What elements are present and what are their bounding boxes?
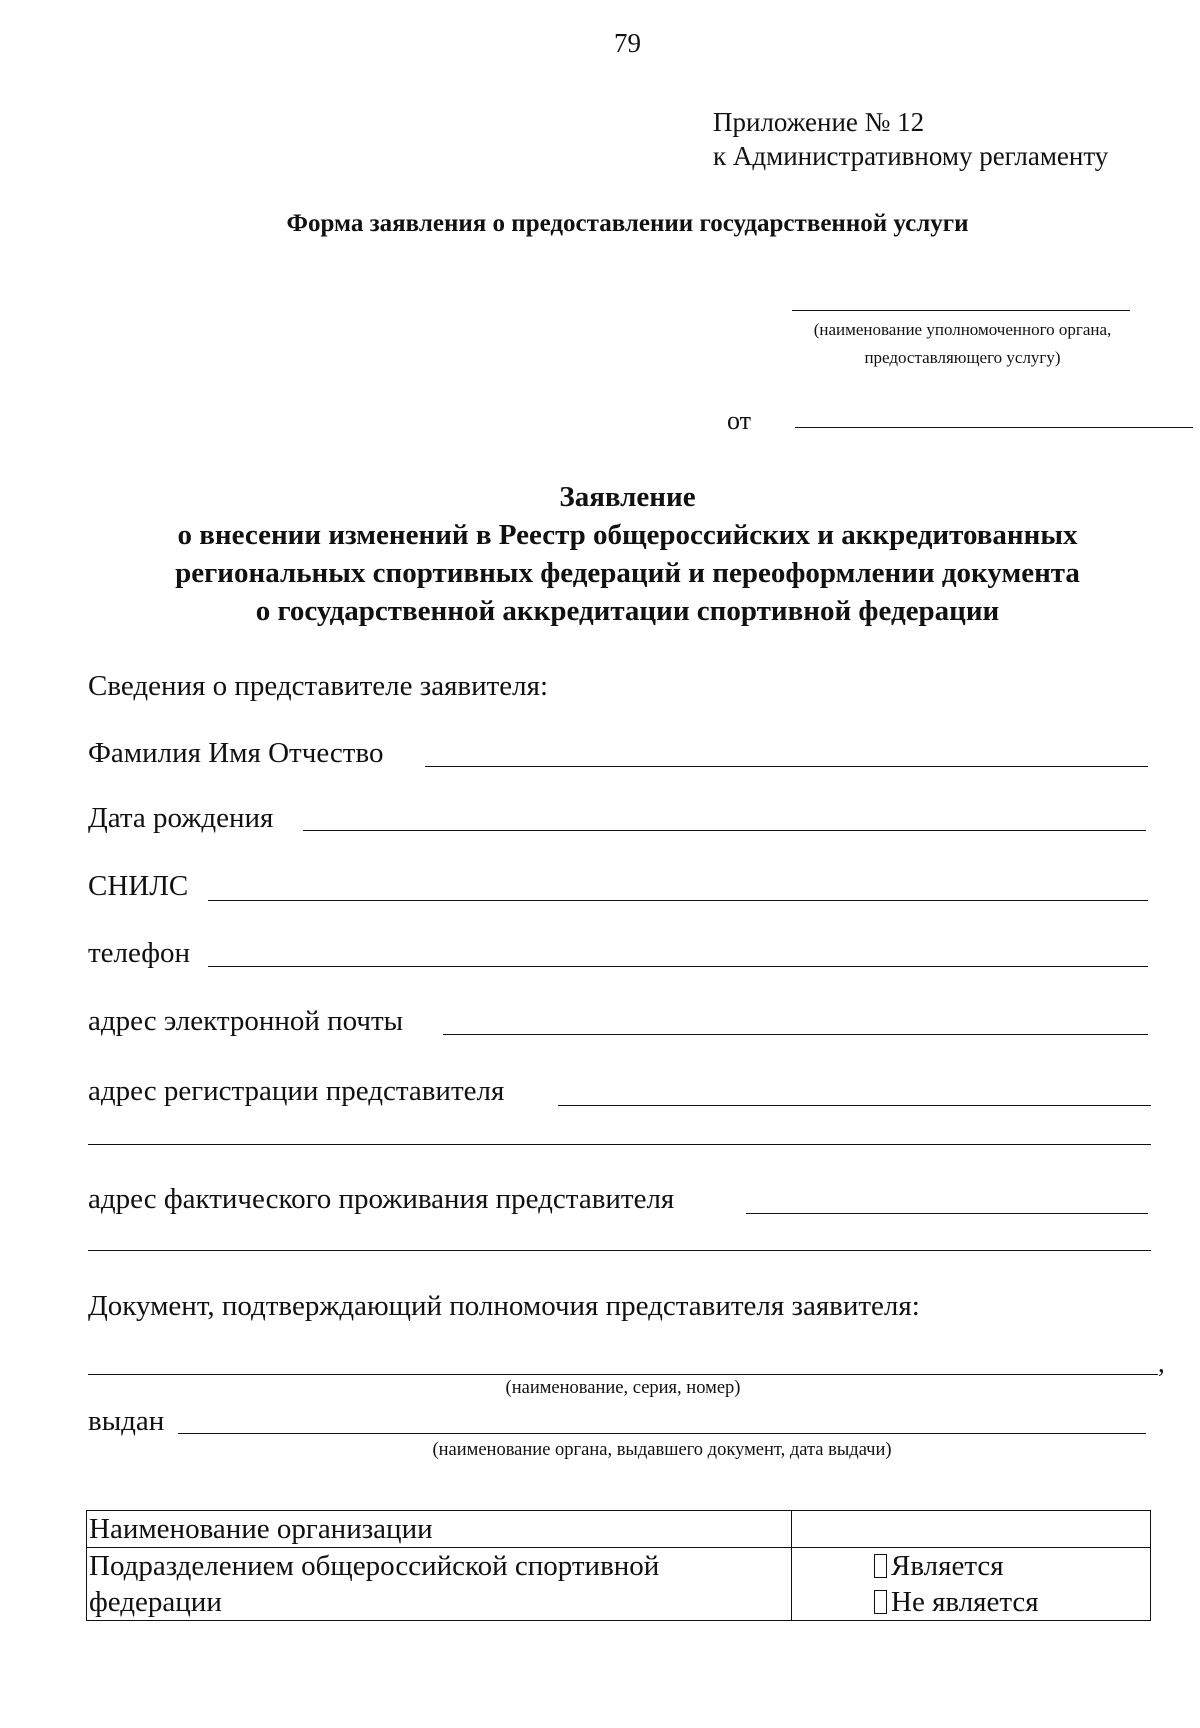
subdivision-question-line-1: Подразделением общероссийской спортивной	[89, 1550, 660, 1582]
organization-table	[86, 1510, 1151, 1621]
subdivision-question	[87, 1548, 792, 1621]
table-row	[87, 1548, 1151, 1621]
subdivision-options	[792, 1548, 1151, 1621]
representative-section-label: Сведения о представителе заявителя:	[88, 670, 549, 702]
registration-address-field[interactable]	[558, 1105, 1151, 1106]
phone-label: телефон	[88, 937, 191, 969]
appendix-note	[713, 105, 1108, 173]
registration-address-field-continued[interactable]	[88, 1144, 1151, 1145]
page-number: 79	[614, 28, 641, 58]
subdivision-question-line-2: федерации	[89, 1586, 222, 1618]
actual-address-label: адрес фактического проживания представителя	[88, 1183, 675, 1215]
option-yes[interactable]	[794, 1548, 1148, 1584]
snils-field[interactable]	[208, 900, 1148, 901]
issued-by-field[interactable]	[178, 1433, 1146, 1434]
option-yes-label: Является	[891, 1550, 1004, 1582]
authority-document-label: Документ, подтверждающий полномочия представителя заявителя:	[88, 1290, 920, 1322]
table-row	[87, 1511, 1151, 1548]
statement-title-line-4: о государственной аккредитации спортивной федерации	[255, 595, 1000, 627]
statement-title-line-2: о внесении изменений в Реестр общероссийских и аккредитованных	[177, 519, 1078, 551]
birth-date-field[interactable]	[303, 830, 1146, 831]
issued-label: выдан	[88, 1405, 165, 1437]
form-title: Форма заявления о предоставлении государственной услуги	[286, 210, 969, 237]
checkbox-icon[interactable]	[874, 1590, 887, 1614]
actual-address-field[interactable]	[746, 1213, 1148, 1214]
trailing-comma: ,	[1158, 1348, 1165, 1378]
recipient-caption-line-2: предоставляющего услугу)	[864, 348, 1061, 367]
statement-title	[0, 478, 1200, 630]
option-no[interactable]	[794, 1584, 1148, 1620]
statement-title-line-3: региональных спортивных федераций и переоформлении документа	[175, 557, 1080, 589]
appendix-line-1: Приложение № 12	[713, 107, 925, 137]
phone-field[interactable]	[208, 966, 1148, 967]
option-no-label: Не является	[891, 1586, 1039, 1618]
full-name-field[interactable]	[425, 766, 1148, 767]
snils-label: СНИЛС	[88, 870, 189, 902]
organization-name-label: Наименование организации	[87, 1511, 792, 1548]
recipient-caption-line-1: (наименование уполномоченного органа,	[813, 320, 1112, 339]
authority-document-name-field[interactable]	[88, 1374, 1158, 1375]
organization-name-value[interactable]	[792, 1511, 1151, 1548]
email-label: адрес электронной почты	[88, 1005, 404, 1037]
issued-by-caption: (наименование органа, выдавшего документ, дата выдачи)	[432, 1440, 892, 1460]
full-name-label: Фамилия Имя Отчество	[88, 737, 384, 769]
checkbox-icon[interactable]	[874, 1554, 887, 1578]
authority-document-name-caption: (наименование, серия, номер)	[505, 1378, 741, 1398]
statement-title-line-1: Заявление	[559, 481, 696, 513]
registration-address-label: адрес регистрации представителя	[88, 1075, 505, 1107]
appendix-line-2: к Административному регламенту	[713, 141, 1109, 171]
actual-address-field-continued[interactable]	[88, 1250, 1151, 1251]
birth-date-label: Дата рождения	[88, 802, 274, 834]
recipient-authority-field[interactable]	[792, 310, 1130, 311]
from-applicant-field[interactable]	[795, 427, 1193, 428]
from-label: от	[727, 406, 752, 435]
recipient-caption	[790, 316, 1135, 372]
email-field[interactable]	[443, 1034, 1148, 1035]
